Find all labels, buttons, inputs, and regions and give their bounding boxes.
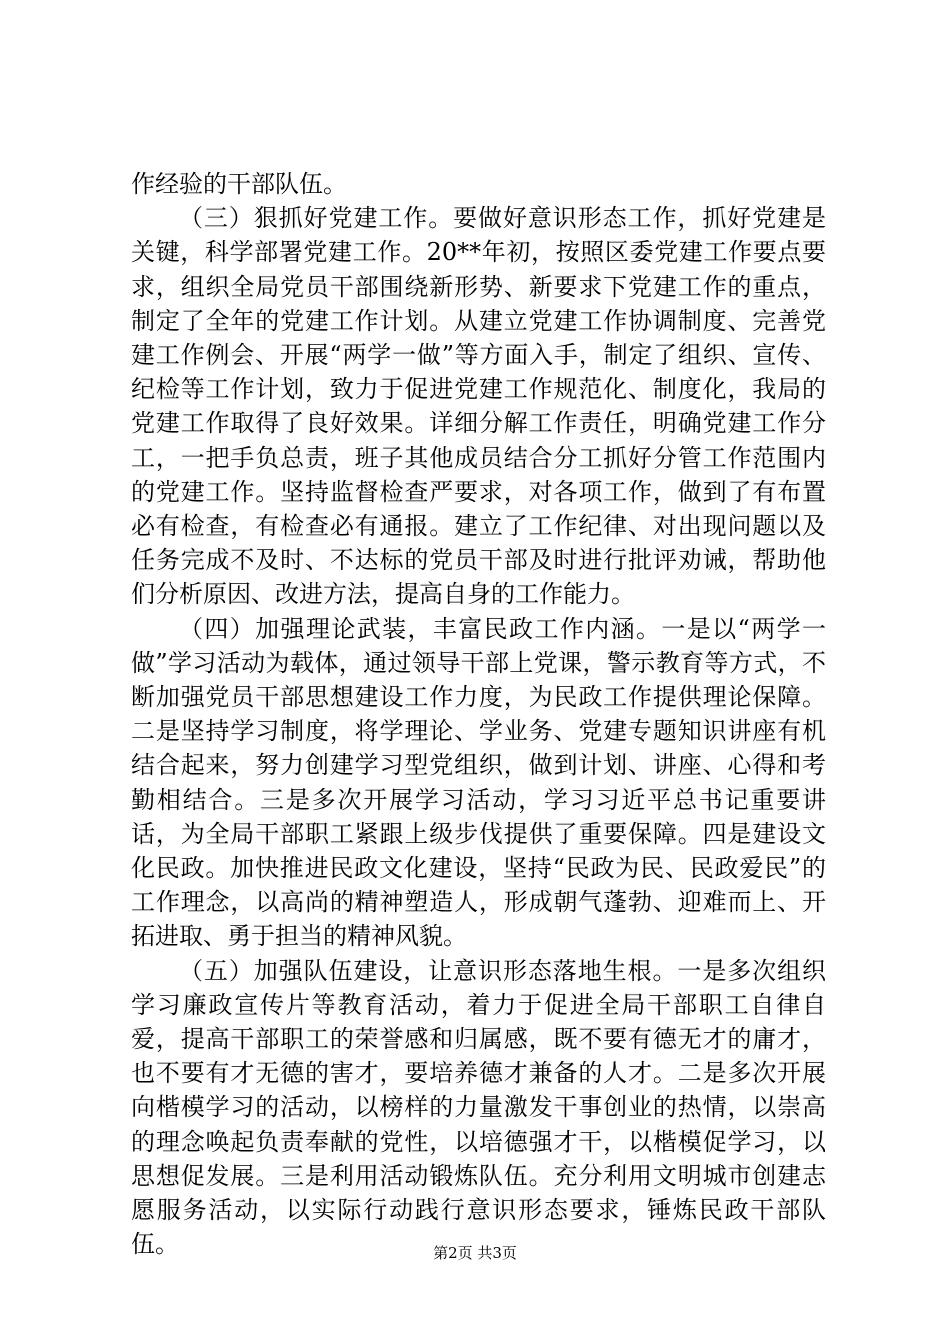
document-body bbox=[131, 167, 826, 1262]
paragraph-section-five: （五）加强队伍建设，让意识形态落地生根。一是多次组织学习廉政宣传片等教育活动，着力于促进全局干部职工自律自爱，提高干部职工的荣誉感和归属感，既不要有德无才的庸才，也不要有才无德的害才，要培养德才兼备的人才。二是多次开展向楷模学习的活动，以榜样的力量激发干事创业的热情，以崇高的理念唤起负责奉献的党性，以培德强才干，以楷模促学习，以思想促发展。三是利用活动锻炼队伍。充分利用文明城市创建志愿服务活动，以实际行动践行意识形态要求，锤炼民政干部队伍。 bbox=[131, 956, 826, 1259]
page-number-footer: 第2页 共3页 bbox=[433, 1244, 517, 1262]
paragraph-section-four: （四）加强理论武装，丰富民政工作内涵。一是以“两学一做”学习活动为载体，通过领导干部上党课，警示教育等方式，不断加强党员干部思想建设工作力度，为民政工作提供理论保障。二是坚持学习制度，将学理论、学业务、党建专题知识讲座有机结合起来，努力创建学习型党组织，做到计划、讲座、心得和考勤相结合。三是多次开展学习活动，学习习近平总书记重要讲话，为全局干部职工紧跟上级步伐提供了重要保障。四是建设文化民政。加快推进民政文化建设，坚持“民政为民、民政爱民”的工作理念，以高尚的精神塑造人，形成朝气蓬勃、迎难而上、开拓进取、勇于担当的精神风貌。 bbox=[131, 614, 826, 951]
paragraph-continuation: 作经验的干部队伍。 bbox=[131, 170, 347, 198]
paragraph-section-three: （三）狠抓好党建工作。要做好意识形态工作，抓好党建是关键，科学部署党建工作。20**年初，按照区委党建工作要点要求，组织全局党员干部围绕新形势、新要求下党建工作的重点，制定了全年的党建工作计划。从建立党建工作协调制度、完善党建工作例会、开展“两学一做”等方面入手，制定了组织、宣传、纪检等工作计划，致力于促进党建工作规范化、制度化，我局的党建工作取得了良好效果。详细分解工作责任，明确党建工作分工，一把手负总责，班子其他成员结合分工抓好分管工作范围内的党建工作。坚持监督检查严要求，对各项工作，做到了有布置必有检查，有检查必有通报。建立了工作纪律、对出现问题以及任务完成不及时、不达标的党员干部及时进行批评劝诫，帮助他们分析原因、改进方法，提高自身的工作能力。 bbox=[131, 204, 826, 609]
